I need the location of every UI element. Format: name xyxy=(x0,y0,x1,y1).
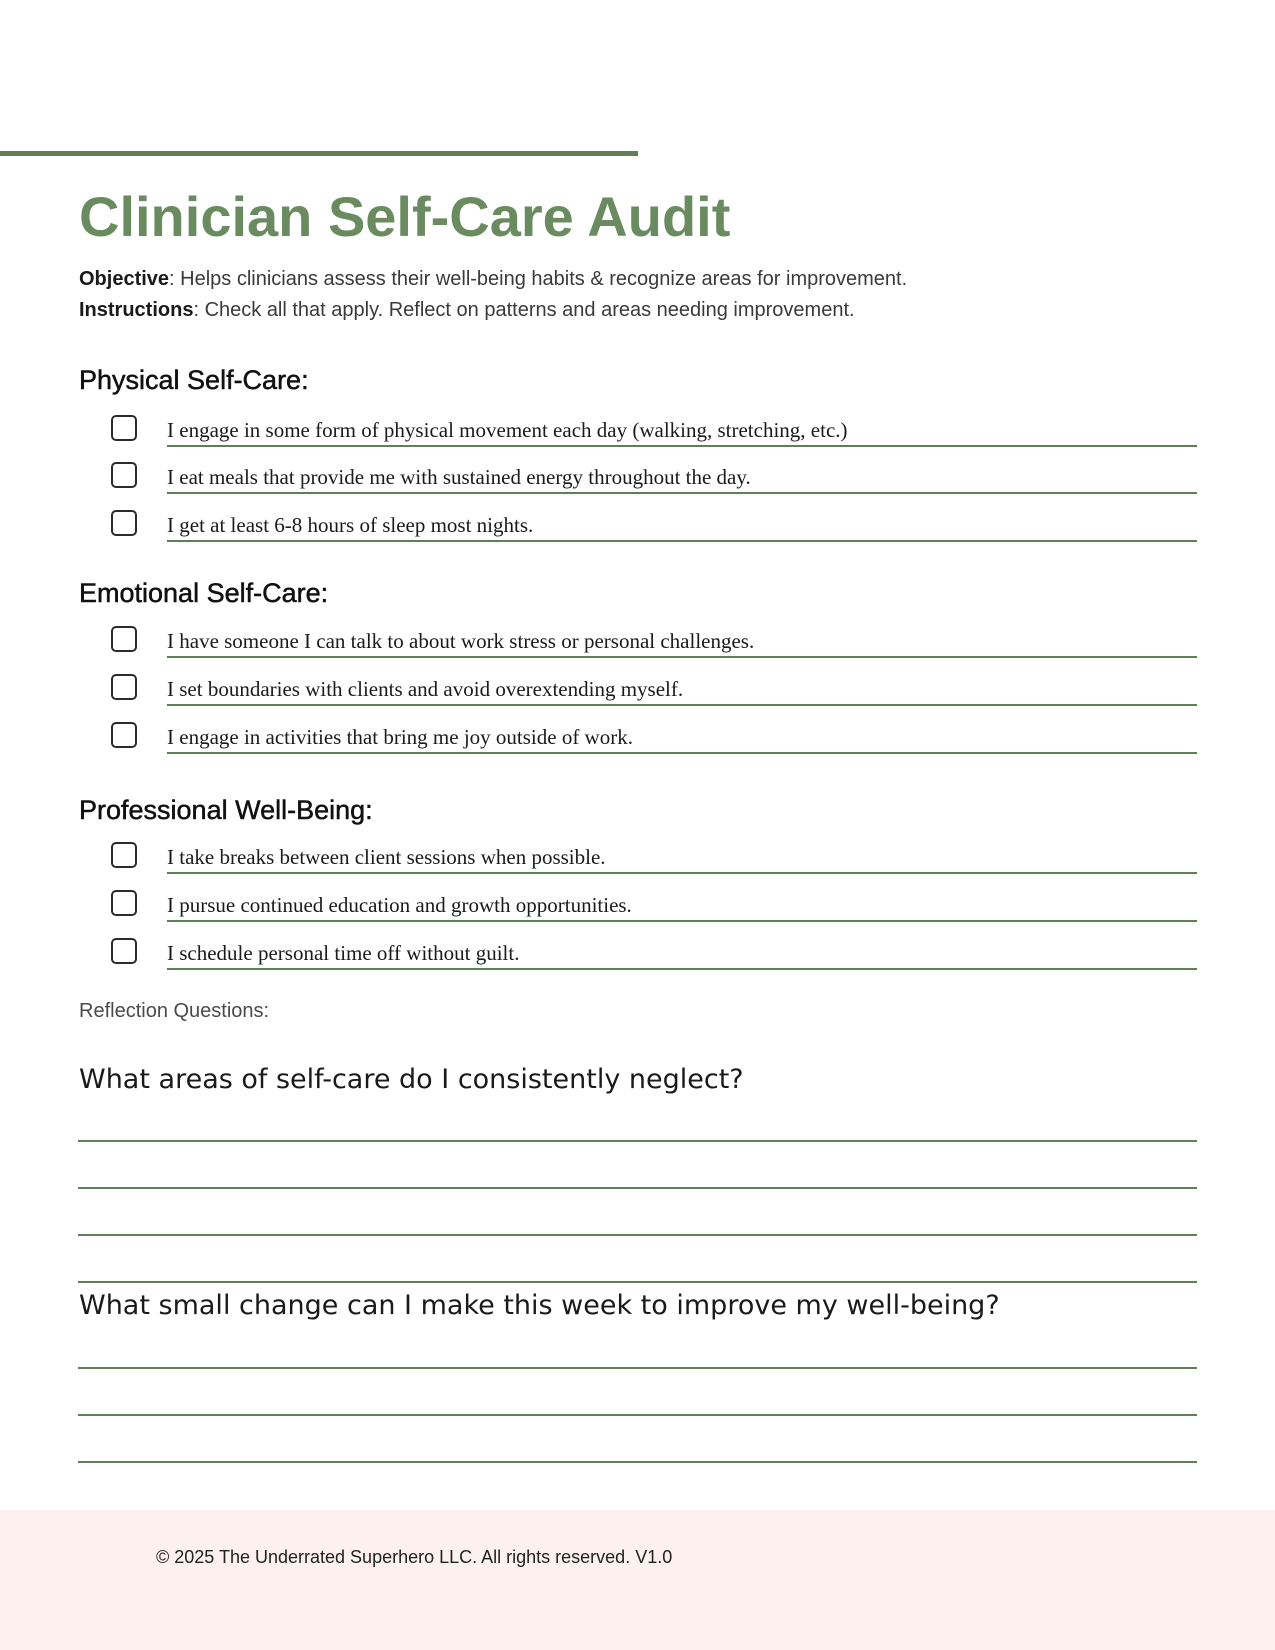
answer-underline xyxy=(167,445,1197,447)
checklist-item[interactable] xyxy=(111,714,1197,754)
checklist-item-label: I have someone I can talk to about work stress or personal challenges. xyxy=(167,629,755,653)
checklist-item-label: I schedule personal time off without guilt. xyxy=(167,941,520,965)
answer-line[interactable] xyxy=(78,1140,1197,1142)
answer-underline xyxy=(167,968,1197,970)
section-heading-emotional: Emotional Self-Care: xyxy=(79,578,329,608)
answer-line[interactable] xyxy=(78,1414,1197,1416)
checklist-item-label: I get at least 6-8 hours of sleep most nights. xyxy=(167,513,534,537)
answer-underline xyxy=(167,752,1197,754)
checklist-item-label: I eat meals that provide me with sustained energy throughout the day. xyxy=(167,465,751,489)
answer-underline xyxy=(167,656,1197,658)
checklist-item-label: I engage in activities that bring me joy outside of work. xyxy=(167,725,633,749)
objective-line xyxy=(79,266,907,292)
reflection-label: Reflection Questions: xyxy=(79,1000,270,1022)
checkbox[interactable] xyxy=(111,510,137,536)
answer-underline xyxy=(167,920,1197,922)
checkbox[interactable] xyxy=(111,462,137,488)
instructions-line xyxy=(79,297,855,323)
checklist-item-label: I take breaks between client sessions when possible. xyxy=(167,845,606,869)
answer-underline xyxy=(167,492,1197,494)
checklist-item-label: I set boundaries with clients and avoid overextending myself. xyxy=(167,677,684,701)
checkbox[interactable] xyxy=(111,626,137,652)
footer xyxy=(0,1510,1275,1650)
header-rule xyxy=(0,151,638,156)
answer-line[interactable] xyxy=(78,1367,1197,1369)
checklist-item[interactable] xyxy=(111,882,1197,922)
section-heading-physical: Physical Self-Care: xyxy=(79,365,309,395)
checklist-item[interactable] xyxy=(111,666,1197,706)
instructions-label: Instructions xyxy=(79,299,194,321)
reflection-question-1: What areas of self-care do I consistently neglect? xyxy=(79,1064,744,1095)
page-title: Clinician Self-Care Audit xyxy=(79,185,731,248)
checklist-item[interactable] xyxy=(111,407,1197,447)
checklist-item[interactable] xyxy=(111,618,1197,658)
checklist-item[interactable] xyxy=(111,834,1197,874)
checkbox[interactable] xyxy=(111,938,137,964)
checkbox[interactable] xyxy=(111,674,137,700)
answer-underline xyxy=(167,872,1197,874)
objective-label: Objective xyxy=(79,268,170,290)
instructions-text: : Check all that apply. Reflect on patterns and areas needing improvement. xyxy=(193,299,855,321)
checkbox[interactable] xyxy=(111,842,137,868)
answer-underline xyxy=(167,540,1197,542)
answer-line[interactable] xyxy=(78,1281,1197,1283)
checklist-item-label: I engage in some form of physical movement each day (walking, stretching, etc.) xyxy=(167,418,848,442)
checklist-item[interactable] xyxy=(111,930,1197,970)
checkbox[interactable] xyxy=(111,415,137,441)
answer-underline xyxy=(167,704,1197,706)
reflection-question-2: What small change can I make this week to improve my well-being? xyxy=(79,1290,1000,1321)
checkbox[interactable] xyxy=(111,890,137,916)
answer-line[interactable] xyxy=(78,1234,1197,1236)
copyright-text: © 2025 The Underrated Superhero LLC. All rights reserved. V1.0 xyxy=(156,1547,673,1567)
section-heading-professional: Professional Well-Being: xyxy=(79,795,373,825)
checklist-item[interactable] xyxy=(111,502,1197,542)
answer-line[interactable] xyxy=(78,1187,1197,1189)
checkbox[interactable] xyxy=(111,722,137,748)
checklist-item[interactable] xyxy=(111,454,1197,494)
answer-line[interactable] xyxy=(78,1461,1197,1463)
objective-text: : Helps clinicians assess their well-being habits & recognize areas for improvement. xyxy=(169,268,908,290)
checklist-item-label: I pursue continued education and growth opportunities. xyxy=(167,893,632,917)
